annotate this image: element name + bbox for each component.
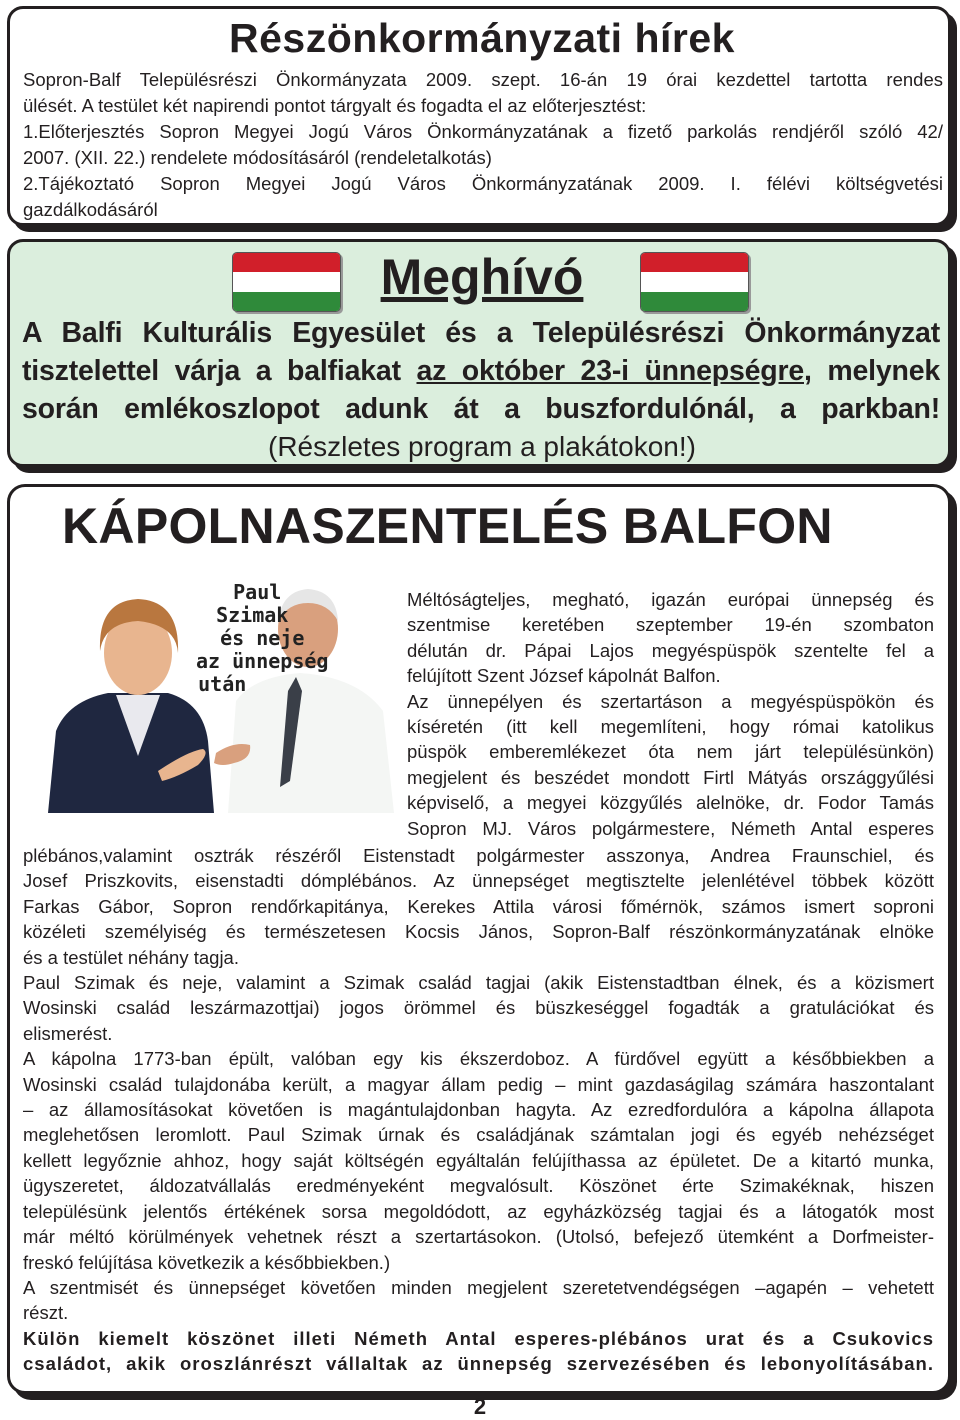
article-line: Wosinski család tulajdonába került, a magyar állam pedig – mint gazdaságilag számára haszontalant — [23, 1073, 934, 1095]
article-body — [23, 843, 934, 1377]
news-line: ülését. A testület két napirendi pontot tárgyalt és fogadta el az előterjesztést: — [23, 95, 647, 116]
page-number: 2 — [473, 1394, 487, 1419]
article-line: kellett legyőznie ahhoz, hogy saját költségén egyáltalán felújíthassa az épületet. De a kitartó munka, — [23, 1149, 934, 1171]
invitation-title: Meghívó — [380, 249, 584, 305]
article-line: Az ünnepélyen és szertartáson a megyéspüspökön és — [407, 690, 934, 712]
article-line: megjelent és beszédet mondott Firtl Mátyás országgyűlési — [407, 766, 934, 788]
article-line: képviselő, a megyei közgyűlés alelnöke, dr. Fodor Tamás — [407, 792, 934, 814]
invitation-line: A Balfi Kulturális Egyesület és a Településrészi Önkormányzat — [22, 317, 940, 349]
thanks-line: családot, akik oroszlánrészt vállaltak az ünnepség szervezésében és lebonyolításában. — [23, 1353, 934, 1375]
thanks-line: Külön kiemelt köszönet illeti Németh Antal esperes-plébános urat és a Csukovics — [23, 1327, 934, 1349]
news-box — [7, 6, 951, 226]
news-item-1-cont: 2007. (XII. 22.) rendelete módosításáról (rendeletalkotás) — [23, 147, 492, 168]
article-line: elismerést. — [23, 1022, 113, 1044]
invitation-line: tisztelettel várja a balfiakat az október 23-i ünnepségre, melynek — [22, 355, 941, 387]
article-line: településünk jelentős értékének sorsa megoldódott, az egyházközség tagjai és a látogatók most — [23, 1200, 934, 1222]
invitation-line: során emlékoszlopot adunk át a buszfordulónál, a parkban! — [22, 393, 940, 425]
article-line: A kápolna 1773-ban épült, valóban egy kis ékszerdoboz. A fürdővel együtt a későbbiekben a — [23, 1048, 934, 1070]
event-date: az október 23-i ünnepségre — [416, 355, 804, 387]
article-photo — [38, 581, 394, 813]
article-line: Farkas Gábor, Sopron rendőrkapitánya, Kerekes Attila városi főmérnök, számos ismert soproni — [23, 895, 934, 917]
article-line: és a testület néhány tagja. — [23, 946, 239, 968]
photo-caption: Paul Szimak és neje az ünnepség után — [196, 581, 329, 696]
article-line: Sopron MJ. Város polgármestere, Németh Antal esperes — [407, 817, 934, 839]
article-title: KÁPOLNASZENTELÉS BALFON — [62, 498, 833, 554]
article-line: délután dr. Pápai Lajos megyéspüspök szentelte fel a — [407, 639, 934, 661]
news-item-2: 2.Tájékoztató Sopron Megyei Jogú Város Önkormányzatának 2009. I. félévi költségvetési — [23, 173, 943, 194]
article-line: közéleti személyiség és természetesen Kocsis János, Sopron-Balf részönkormányzatának elnöke — [23, 921, 934, 943]
hungarian-flag-icon — [640, 252, 749, 312]
article-line: püspök emberemlékezet óta nem járt településünkön) — [407, 741, 934, 763]
article-intro — [407, 587, 934, 841]
article-line: ügyszeretet, áldozatvállalás eredményeként megvalósult. Köszönet érte Szimakéknak, hiszen — [23, 1175, 934, 1197]
article-line: már méltó körülmények vehetnek részt a szertartásokon. (Utolsó, befejező ütemként a Dorfmeister- — [23, 1226, 934, 1248]
article-line: Wosinski család leszármazottjai) jogos örömmel és büszkeséggel fogadták a gratulációkat és — [23, 997, 934, 1019]
article-line: A szentmisét és ünnepséget követően minden megjelent szeretetvendégségen –agapén – vehetett — [23, 1276, 934, 1298]
news-body — [23, 67, 943, 223]
article-line: meglehetősen leromlott. Paul Szimak úrnak és családjának számtalan jogi és egyéb nehézséget — [23, 1124, 934, 1146]
news-item-1: 1.Előterjesztés Sopron Megyei Jogú Város Önkormányzatának a fizető parkolás rendjéről szóló 42/ — [23, 121, 943, 142]
article-line: plébános,valamint osztrák részéről Eistenstadt polgármester asszonya, Andrea Fraunschiel, és — [23, 845, 934, 866]
news-title: Részönkormányzati hírek — [229, 15, 735, 61]
article-box — [7, 484, 951, 1394]
article-line: – az államosításokat követően is magántulajdonban hagyta. Az ezredfordulóra a kápolna állapota — [23, 1099, 934, 1121]
article-line: felújított Szent József kápolnát Balfon. — [407, 665, 721, 687]
invitation-note: (Részletes program a plakátokon!) — [268, 431, 696, 462]
article-line: részt. — [23, 1302, 69, 1324]
article-line: szentmise keretében szeptember 19-én szombaton — [407, 614, 934, 636]
article-line: freskó felújítása következik a későbbiekben.) — [23, 1251, 391, 1273]
news-line: Sopron-Balf Településrészi Önkormányzata 2009. szept. 16-án 19 órai kezdettel tartotta rendes — [23, 69, 943, 90]
invitation-box — [7, 239, 951, 467]
article-line: Josef Priszkovits, eisenstadti dómplébános. Az ünnepséget megtisztelte jelenlétével többek között — [23, 870, 934, 892]
article-line: Paul Szimak és neje, valamint a Szimak család tagjai (akik Eistenstadtban élnek, és a közismert — [23, 972, 934, 994]
article-line: Méltóságteljes, megható, igazán európai ünnepség és — [407, 589, 934, 610]
article-line: kíséretén (itt kell megemlíteni, hogy római katolikus — [407, 716, 934, 738]
invitation-text — [22, 314, 940, 428]
news-item-2-cont: gazdálkodásáról — [23, 199, 158, 220]
